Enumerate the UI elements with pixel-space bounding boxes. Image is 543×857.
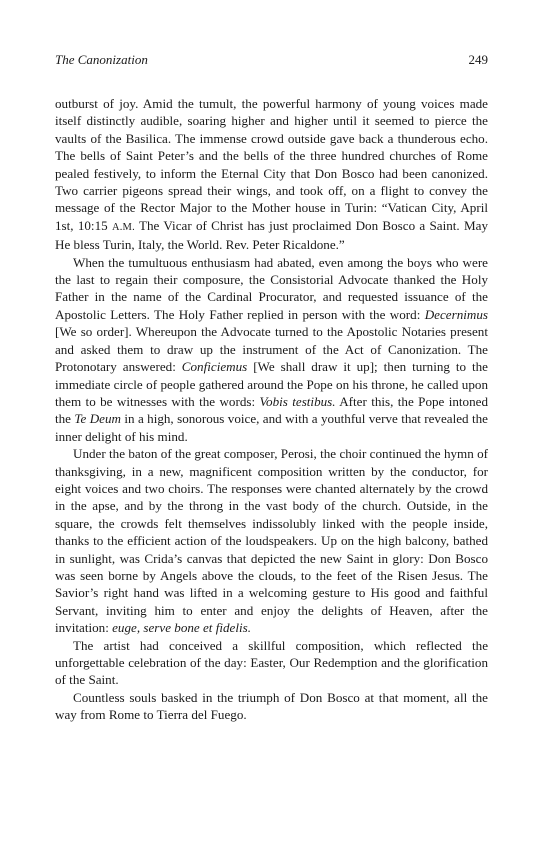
- italic-text: Decernimus: [424, 306, 488, 322]
- paragraph-text: outburst of joy. Amid the tumult, the powerful harmony of young voices made itself distinctly audible, soaring higher and higher until it seemed to pierce the vaults of the Basilica. The immense crowd outside gave back a thunderous echo. The bells of Saint Peter’s and the bells of the three hundred churches of Rome pealed festively, to inform the Eternal City that Don Bosco had been canonized. Two carrier pigeons spread their wings, and took off, on a flight to convey the message of the Rector Major to the Mother house in Turin: “Vatican City, April 1st, 10:15: [55, 96, 488, 233]
- small-caps-text: A.M.: [111, 221, 135, 233]
- running-head: [55, 52, 488, 68]
- paragraph-text: After this, the Pope intoned the: [55, 393, 489, 427]
- paragraph-text: Under the baton of the great composer, Perosi, the choir continued the hymn of thanksgiving, in a new, magnificent composition written by the conductor, for eight voices and two choirs. The responses were chanted alternately by the crowd in the apse, and by the throng in the vast body of the church. Outside, in the square, the crowds felt themselves indissolubly linked with the people inside, thanks to the efficient action of the loudspeakers. Up on the high balcony, bathed in sunlight, was Crida’s canvas that depicted the new Saint in glory: Don Bosco was seen borne by Angels above the clouds, to the feet of the Risen Jesus. The Savior’s right hand was lifted in a welcoming gesture to His good and faithful Servant, inviting him to enter and enjoy the delights of Heaven, after the invitation:: [55, 446, 488, 636]
- italic-text: Conficiemus: [181, 359, 248, 375]
- paragraph: [55, 95, 488, 254]
- paragraph-text: The Vicar of Christ has just proclaimed Don Bosco a Saint. May He bless Turin, Italy, the World. Rev. Peter Ricaldone.”: [55, 217, 488, 253]
- paragraph-text: When the tumultuous enthusiasm had abated, even among the boys who were the last to regain their composure, the Consistorial Advocate thanked the Holy Father in the name of the Cardinal Procurator, and requested issuance of the Apostolic Letters. The Holy Father replied in person with the word:: [55, 254, 488, 322]
- paragraph-text: [We so order]. Whereupon the Advocate turned to the Apostolic Notaries present and asked them to draw up the instrument of the Act of Canonization. The Protonotary answered:: [55, 324, 488, 375]
- paragraph: [55, 689, 488, 724]
- paragraph: [55, 637, 488, 689]
- paragraph-text: Countless souls basked in the triumph of Don Bosco at that moment, all the way from Rome to Tierra del Fuego.: [55, 689, 488, 723]
- italic-text: euge, serve bone et fidelis.: [112, 620, 252, 636]
- italic-text: Te Deum: [74, 411, 121, 427]
- paragraph: [55, 445, 488, 636]
- paragraph: [55, 254, 488, 445]
- paragraph-text: [We shall draw it up]; then turning to the immediate circle of people gathered around the Pope on his throne, he called upon them to be witnesses with the words:: [55, 359, 488, 409]
- running-title: The Canonization: [55, 52, 148, 67]
- body-text: [55, 95, 488, 724]
- italic-text: Vobis testibus.: [259, 393, 336, 409]
- paragraph-text: in a high, sonorous voice, and with a youthful verve that revealed the inner delight of his mind.: [55, 411, 488, 444]
- paragraph-text: The artist had conceived a skillful composition, which reflected the unforgettable celebration of the day: Easter, Our Redemption and the glorification of the Saint.: [55, 637, 488, 688]
- page-number: 249: [468, 52, 488, 67]
- book-page: [55, 52, 488, 724]
